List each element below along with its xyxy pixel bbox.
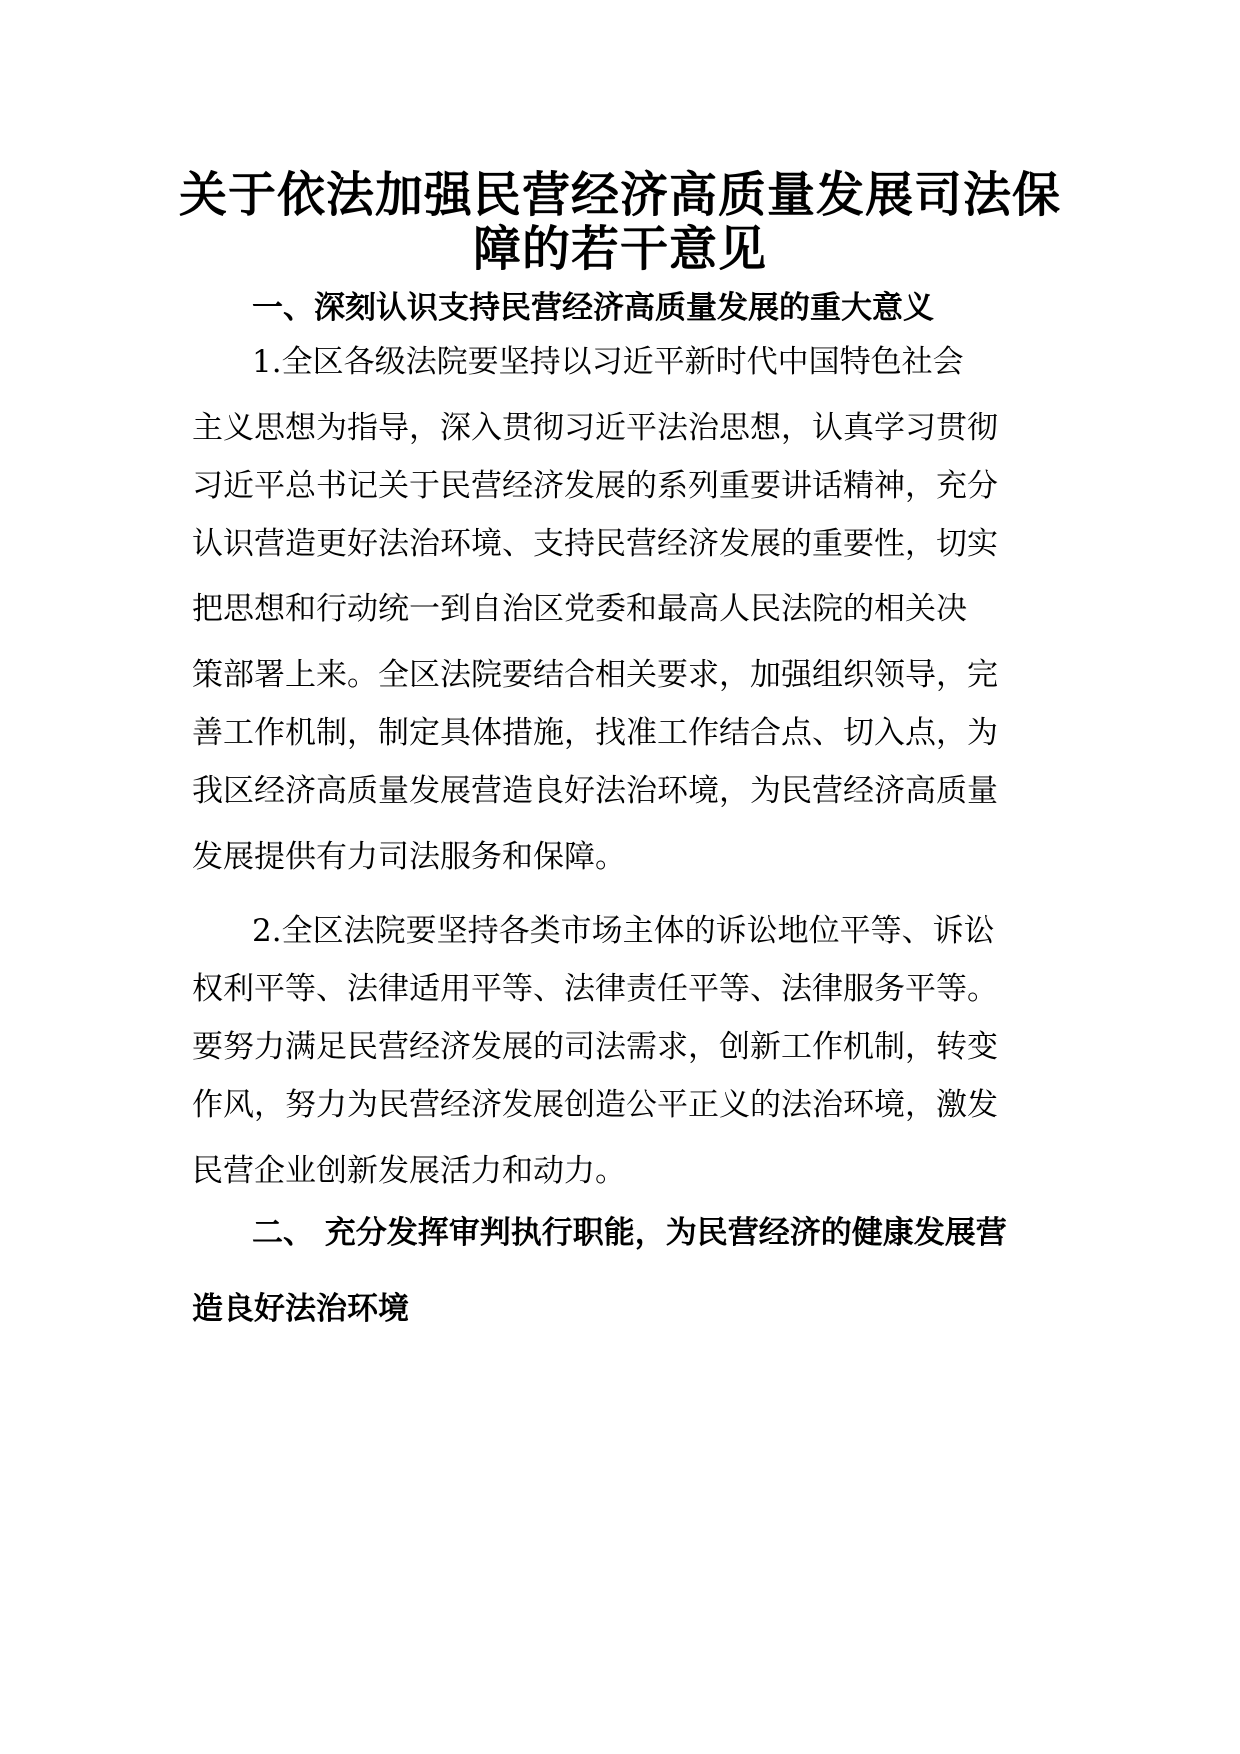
section1-para1-line: 善工作机制，制定具体措施，找准工作结合点、切入点，为 [192,715,998,751]
section1-para2-line: 2.全区法院要坚持各类市场主体的诉讼地位平等、诉讼 [252,913,995,949]
document-title-line1: 关于依法加强民营经济高质量发展司法保 [178,167,1061,223]
section1-para1-line: 我区经济高质量发展营造良好法治环境，为民营经济高质量 [192,773,998,809]
section1-para1-line: 把思想和行动统一到自治区党委和最高人民法院的相关决 [192,591,967,627]
document-title-line2: 障的若干意见 [472,221,767,277]
section1-para1-line: 发展提供有力司法服务和保障。 [192,839,626,875]
section2-heading-line1: 二、 充分发挥审判执行职能，为民营经济的健康发展营 [252,1215,1007,1251]
section1-para1-line: 主义思想为指导，深入贯彻习近平法治思想，认真学习贯彻 [192,410,998,446]
section1-para2-line: 民营企业创新发展活力和动力。 [192,1153,626,1189]
section1-para2-line: 作风，努力为民营经济发展创造公平正义的法治环境，激发 [192,1087,998,1123]
section1-heading: 一、深刻认识支持民营经济高质量发展的重大意义 [252,290,934,326]
section1-para2-line: 要努力满足民营经济发展的司法需求，创新工作机制，转变 [192,1029,998,1065]
section1-para2-line: 权利平等、法律适用平等、法律责任平等、法律服务平等。 [192,971,998,1007]
section1-para1-line: 习近平总书记关于民营经济发展的系列重要讲话精神，充分 [192,468,998,504]
section2-heading-line2: 造良好法治环境 [192,1291,409,1327]
section1-para1-line: 策部署上来。全区法院要结合相关要求，加强组织领导，完 [192,657,998,693]
section1-para1-line: 认识营造更好法治环境、支持民营经济发展的重要性，切实 [192,526,998,562]
section1-para1-line: 1.全区各级法院要坚持以习近平新时代中国特色社会 [252,344,964,380]
